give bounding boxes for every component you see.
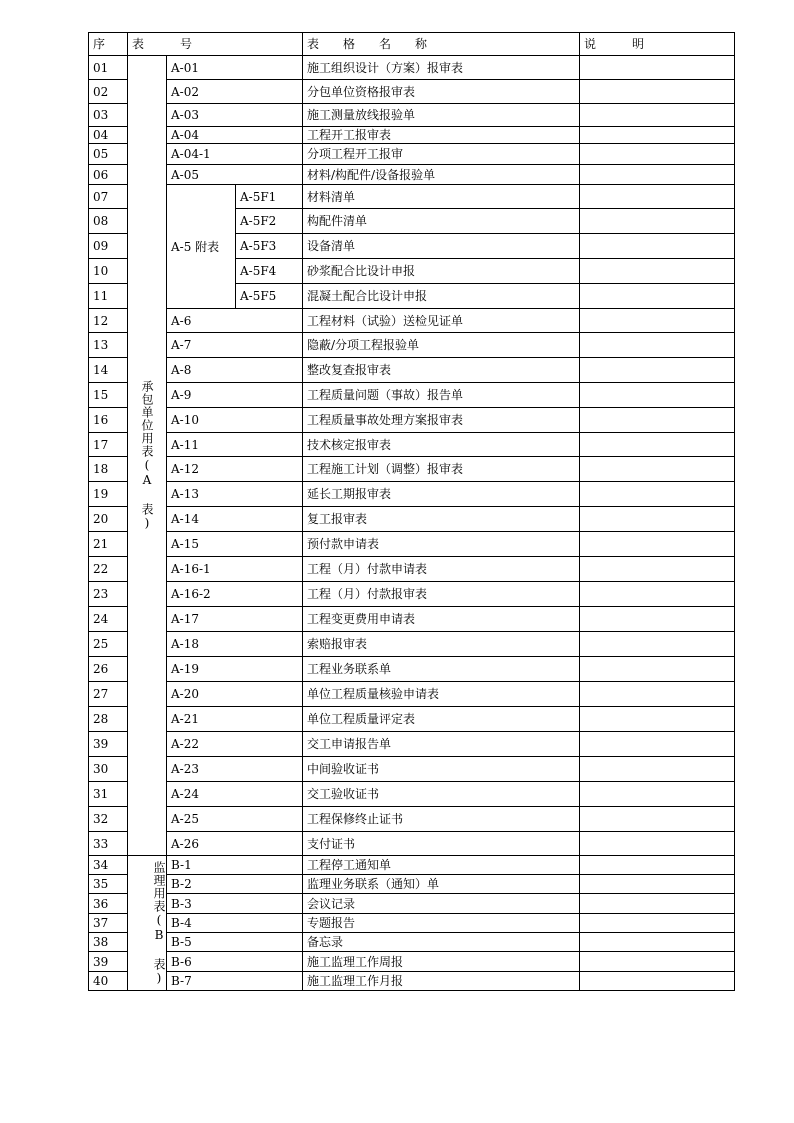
row-seq: 12 xyxy=(89,309,128,333)
row-name: 预付款申请表 xyxy=(303,532,580,557)
table-row xyxy=(89,914,735,933)
row-code: A-5F2 xyxy=(236,209,303,234)
row-code: A-05 xyxy=(167,165,303,185)
row-seq: 40 xyxy=(89,972,128,991)
row-code: A-17 xyxy=(167,607,303,632)
row-note xyxy=(580,657,735,682)
row-seq: 11 xyxy=(89,284,128,309)
row-seq: 25 xyxy=(89,632,128,657)
group-label-a: 承包单位用表(A 表) xyxy=(128,56,167,856)
table-row xyxy=(89,457,735,482)
row-code: A-25 xyxy=(167,807,303,832)
row-note xyxy=(580,482,735,507)
row-name: 设备清单 xyxy=(303,234,580,259)
table-row xyxy=(89,933,735,952)
row-name: 砂浆配合比设计申报 xyxy=(303,259,580,284)
row-code: B-2 xyxy=(167,875,303,894)
row-code: A-5F5 xyxy=(236,284,303,309)
row-note xyxy=(580,56,735,80)
row-note xyxy=(580,807,735,832)
table-row xyxy=(89,972,735,991)
group-label-b: 监理用表(B 表) xyxy=(128,856,167,991)
table-row xyxy=(89,144,735,165)
row-code: A-04-1 xyxy=(167,144,303,165)
row-note xyxy=(580,358,735,383)
row-note xyxy=(580,557,735,582)
row-note xyxy=(580,457,735,482)
header-seq: 序 xyxy=(89,33,128,56)
row-seq: 32 xyxy=(89,807,128,832)
table-row xyxy=(89,894,735,914)
row-code: A-18 xyxy=(167,632,303,657)
row-seq: 16 xyxy=(89,408,128,433)
table-row xyxy=(89,104,735,127)
row-code: A-14 xyxy=(167,507,303,532)
row-name: 工程保修终止证书 xyxy=(303,807,580,832)
row-note xyxy=(580,333,735,358)
row-note xyxy=(580,707,735,732)
row-seq: 28 xyxy=(89,707,128,732)
row-note xyxy=(580,144,735,165)
row-seq: 34 xyxy=(89,856,128,875)
row-note xyxy=(580,582,735,607)
row-name: 工程质量事故处理方案报审表 xyxy=(303,408,580,433)
table-row xyxy=(89,185,735,209)
header-name: 表 格 名 称 xyxy=(303,33,580,56)
row-seq: 23 xyxy=(89,582,128,607)
row-name: 分项工程开工报审 xyxy=(303,144,580,165)
row-name: 支付证书 xyxy=(303,832,580,856)
row-seq: 02 xyxy=(89,80,128,104)
row-name: 工程（月）付款申请表 xyxy=(303,557,580,582)
row-seq: 39 xyxy=(89,952,128,972)
row-name: 交工验收证书 xyxy=(303,782,580,807)
row-name: 工程停工通知单 xyxy=(303,856,580,875)
row-name: 中间验收证书 xyxy=(303,757,580,782)
row-note xyxy=(580,259,735,284)
row-seq: 01 xyxy=(89,56,128,80)
row-code: A-03 xyxy=(167,104,303,127)
row-note xyxy=(580,127,735,144)
table-row xyxy=(89,632,735,657)
row-seq: 19 xyxy=(89,482,128,507)
row-note xyxy=(580,234,735,259)
row-code: A-21 xyxy=(167,707,303,732)
table-row xyxy=(89,80,735,104)
row-name: 单位工程质量核验申请表 xyxy=(303,682,580,707)
table-row xyxy=(89,707,735,732)
table-row xyxy=(89,732,735,757)
row-note xyxy=(580,80,735,104)
row-code: A-16-2 xyxy=(167,582,303,607)
table-row xyxy=(89,433,735,457)
row-seq: 14 xyxy=(89,358,128,383)
row-code: B-1 xyxy=(167,856,303,875)
row-code: A-8 xyxy=(167,358,303,383)
row-name: 工程质量问题（事故）报告单 xyxy=(303,383,580,408)
row-seq: 38 xyxy=(89,933,128,952)
row-seq: 03 xyxy=(89,104,128,127)
table-row xyxy=(89,56,735,80)
row-name: 工程开工报审表 xyxy=(303,127,580,144)
row-note xyxy=(580,433,735,457)
table-row xyxy=(89,507,735,532)
row-name: 工程材料（试验）送检见证单 xyxy=(303,309,580,333)
row-note xyxy=(580,408,735,433)
row-seq: 36 xyxy=(89,894,128,914)
row-seq: 21 xyxy=(89,532,128,557)
row-seq: 24 xyxy=(89,607,128,632)
row-name: 施工监理工作周报 xyxy=(303,952,580,972)
row-note xyxy=(580,632,735,657)
row-name: 备忘录 xyxy=(303,933,580,952)
row-code: A-01 xyxy=(167,56,303,80)
row-note xyxy=(580,894,735,914)
row-name: 技术核定报审表 xyxy=(303,433,580,457)
row-note xyxy=(580,757,735,782)
table-row xyxy=(89,582,735,607)
form-index-table xyxy=(88,32,735,991)
row-note xyxy=(580,933,735,952)
row-note xyxy=(580,607,735,632)
table-row xyxy=(89,607,735,632)
row-note xyxy=(580,856,735,875)
row-note xyxy=(580,532,735,557)
row-note xyxy=(580,914,735,933)
row-code: A-7 xyxy=(167,333,303,358)
row-seq: 26 xyxy=(89,657,128,682)
table-row xyxy=(89,782,735,807)
row-code: A-24 xyxy=(167,782,303,807)
row-note xyxy=(580,507,735,532)
row-name: 工程（月）付款报审表 xyxy=(303,582,580,607)
row-note xyxy=(580,782,735,807)
row-seq: 13 xyxy=(89,333,128,358)
row-name: 施工监理工作月报 xyxy=(303,972,580,991)
row-name: 工程业务联系单 xyxy=(303,657,580,682)
table-row xyxy=(89,532,735,557)
row-seq: 09 xyxy=(89,234,128,259)
table-row xyxy=(89,557,735,582)
table-row xyxy=(89,408,735,433)
table-row xyxy=(89,127,735,144)
row-note xyxy=(580,832,735,856)
row-seq: 17 xyxy=(89,433,128,457)
row-seq: 15 xyxy=(89,383,128,408)
row-seq: 07 xyxy=(89,185,128,209)
row-code: B-4 xyxy=(167,914,303,933)
row-name: 隐蔽/分项工程报验单 xyxy=(303,333,580,358)
row-code: A-12 xyxy=(167,457,303,482)
row-name: 混凝土配合比设计申报 xyxy=(303,284,580,309)
row-code: B-3 xyxy=(167,894,303,914)
table-row xyxy=(89,856,735,875)
row-code: A-04 xyxy=(167,127,303,144)
table-row xyxy=(89,757,735,782)
row-seq: 04 xyxy=(89,127,128,144)
row-name: 工程施工计划（调整）报审表 xyxy=(303,457,580,482)
row-seq: 06 xyxy=(89,165,128,185)
row-code: A-13 xyxy=(167,482,303,507)
group-label-a5: A-5 附表 xyxy=(167,185,236,309)
row-code: A-5F3 xyxy=(236,234,303,259)
row-name: 索赔报审表 xyxy=(303,632,580,657)
row-name: 材料清单 xyxy=(303,185,580,209)
row-note xyxy=(580,383,735,408)
row-seq: 37 xyxy=(89,914,128,933)
row-code: B-6 xyxy=(167,952,303,972)
row-code: A-5F4 xyxy=(236,259,303,284)
table-row xyxy=(89,682,735,707)
table-row xyxy=(89,832,735,856)
row-note xyxy=(580,165,735,185)
row-code: A-19 xyxy=(167,657,303,682)
row-code: A-20 xyxy=(167,682,303,707)
row-seq: 22 xyxy=(89,557,128,582)
table-row xyxy=(89,333,735,358)
row-note xyxy=(580,309,735,333)
table-row xyxy=(89,875,735,894)
row-seq: 31 xyxy=(89,782,128,807)
row-code: A-10 xyxy=(167,408,303,433)
row-code: A-9 xyxy=(167,383,303,408)
row-name: 整改复查报审表 xyxy=(303,358,580,383)
row-seq: 33 xyxy=(89,832,128,856)
row-note xyxy=(580,682,735,707)
row-name: 交工申请报告单 xyxy=(303,732,580,757)
row-name: 专题报告 xyxy=(303,914,580,933)
row-name: 单位工程质量评定表 xyxy=(303,707,580,732)
table-row xyxy=(89,952,735,972)
header-code: 表 号 xyxy=(128,33,303,56)
table-row xyxy=(89,807,735,832)
row-name: 构配件清单 xyxy=(303,209,580,234)
row-note xyxy=(580,732,735,757)
row-name: 施工测量放线报验单 xyxy=(303,104,580,127)
row-seq: 39 xyxy=(89,732,128,757)
row-code: A-15 xyxy=(167,532,303,557)
row-name: 工程变更费用申请表 xyxy=(303,607,580,632)
table-row xyxy=(89,358,735,383)
row-code: A-6 xyxy=(167,309,303,333)
row-code: A-22 xyxy=(167,732,303,757)
row-name: 施工组织设计（方案）报审表 xyxy=(303,56,580,80)
row-name: 复工报审表 xyxy=(303,507,580,532)
row-code: A-16-1 xyxy=(167,557,303,582)
row-note xyxy=(580,952,735,972)
row-code: A-5F1 xyxy=(236,185,303,209)
header-row xyxy=(89,33,735,56)
row-seq: 05 xyxy=(89,144,128,165)
row-seq: 08 xyxy=(89,209,128,234)
row-note xyxy=(580,104,735,127)
row-name: 监理业务联系（通知）单 xyxy=(303,875,580,894)
row-name: 延长工期报审表 xyxy=(303,482,580,507)
table-row xyxy=(89,482,735,507)
row-code: A-26 xyxy=(167,832,303,856)
row-note xyxy=(580,209,735,234)
row-code: A-23 xyxy=(167,757,303,782)
table-row xyxy=(89,383,735,408)
row-code: B-7 xyxy=(167,972,303,991)
table-row xyxy=(89,657,735,682)
row-seq: 30 xyxy=(89,757,128,782)
row-code: B-5 xyxy=(167,933,303,952)
row-note xyxy=(580,185,735,209)
header-note: 说 明 xyxy=(580,33,735,56)
row-code: A-02 xyxy=(167,80,303,104)
table-row xyxy=(89,309,735,333)
row-code: A-11 xyxy=(167,433,303,457)
row-seq: 10 xyxy=(89,259,128,284)
row-note xyxy=(580,875,735,894)
row-seq: 18 xyxy=(89,457,128,482)
row-seq: 27 xyxy=(89,682,128,707)
table-body xyxy=(89,56,735,991)
row-note xyxy=(580,972,735,991)
row-name: 分包单位资格报审表 xyxy=(303,80,580,104)
table-row xyxy=(89,165,735,185)
row-seq: 20 xyxy=(89,507,128,532)
row-seq: 35 xyxy=(89,875,128,894)
row-name: 材料/构配件/设备报验单 xyxy=(303,165,580,185)
row-note xyxy=(580,284,735,309)
row-name: 会议记录 xyxy=(303,894,580,914)
